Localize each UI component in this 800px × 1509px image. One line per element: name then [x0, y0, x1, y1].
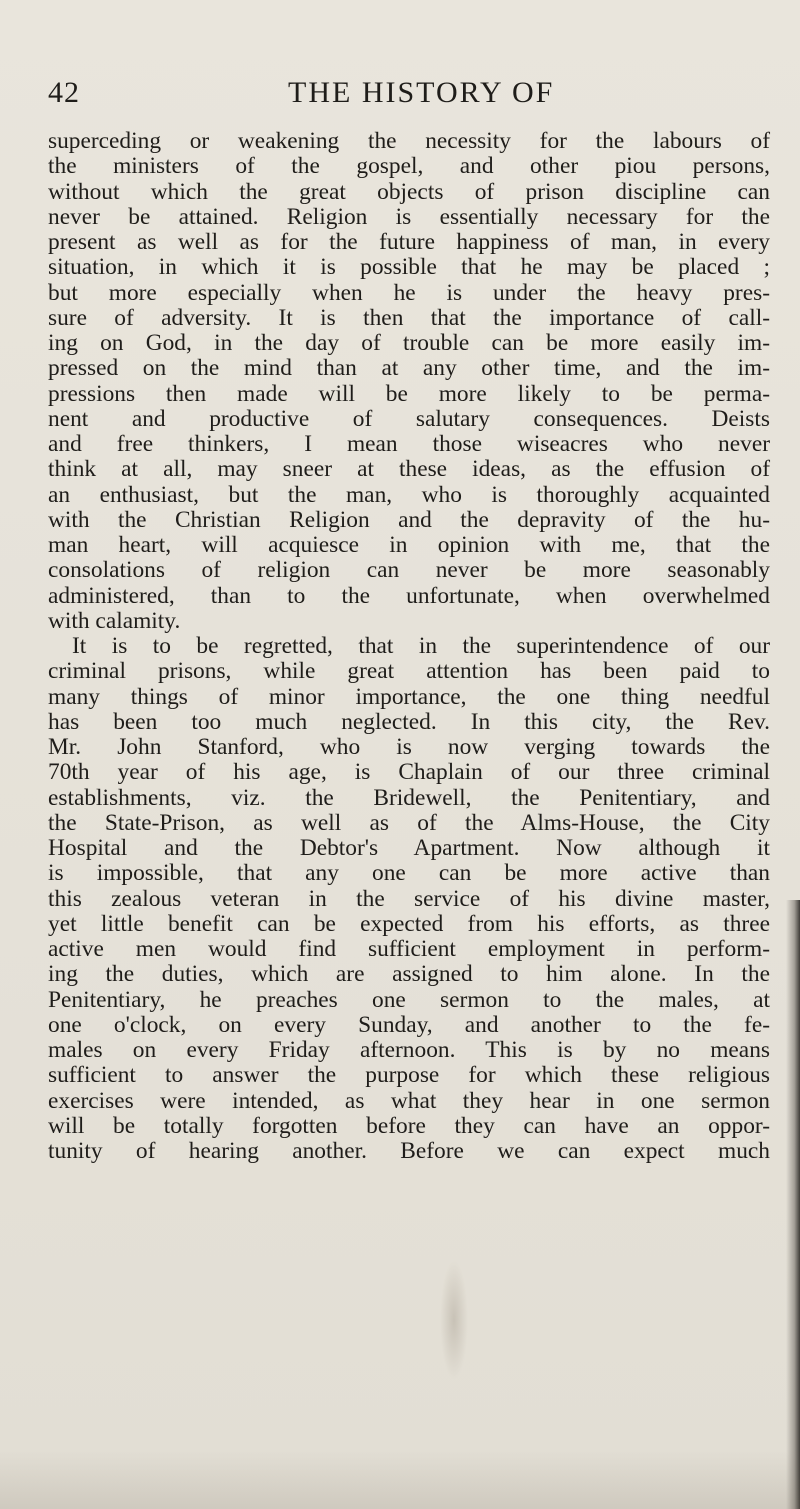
text-line: superceding or weakening the necessity for the labours of [48, 128, 770, 154]
text-line: with the Christian Religion and the depravity of the hu- [48, 506, 770, 533]
text-line: males on every Friday afternoon. This is by no means [48, 1037, 770, 1063]
text-line: pressions then made will be more likely to be perma- [48, 380, 770, 407]
text-line: Mr. John Stanford, who is now verging towards the [48, 734, 770, 760]
text-line: 70th year of his age, is Chaplain of our three criminal [48, 759, 770, 786]
text-line: and free thinkers, I mean those wiseacres who never [48, 431, 770, 457]
text-line: exercises were intended, as what they hear in one sermon [48, 1087, 770, 1114]
text-line: with calamity. [48, 607, 181, 634]
text-line: criminal prisons, while great attention has been paid to [48, 658, 770, 685]
paper-stain [440, 1260, 468, 1380]
text-line: has been too much neglected. In this city, the Rev. [48, 708, 770, 735]
text-line: consolations of religion can never be more seasonably [48, 557, 770, 584]
text-line: yet little benefit can be expected from his efforts, as three [48, 910, 770, 937]
text-line: think at all, may sneer at these ideas, as the effusion of [48, 456, 770, 483]
text-line: Penitentiary, he preaches one sermon to the males, at [48, 986, 770, 1013]
text-line: this zealous veteran in the service of his divine master, [48, 885, 770, 912]
text-line: the State-Prison, as well as of the Alms-House, the City [48, 809, 770, 836]
text-line: many things of minor importance, the one thing needful [48, 683, 770, 710]
text-line: It is to be regretted, that in the superintendence of our [72, 633, 770, 659]
text-line: Hospital and the Debtor's Apartment. Now although it [48, 835, 770, 861]
body-text [48, 129, 770, 1164]
text-line: sure of adversity. It is then that the importance of call- [48, 304, 770, 331]
page-bottom-shade [0, 1449, 800, 1509]
text-line: one o'clock, on every Sunday, and another to the fe- [48, 1011, 770, 1038]
text-line: administered, than to the unfortunate, when overwhelmed [48, 582, 770, 609]
running-head [48, 76, 768, 116]
text-line: man heart, will acquiesce in opinion with me, that the [48, 532, 770, 558]
page-edge-shadow [786, 900, 800, 1509]
running-title: THE HISTORY OF [288, 76, 555, 109]
text-line: establishments, viz. the Bridewell, the Penitentiary, and [48, 784, 770, 811]
text-line: sufficient to answer the purpose for which these religious [48, 1062, 770, 1089]
text-line: is impossible, that any one can be more active than [48, 860, 770, 887]
text-line: but more especially when he is under the heavy pres- [48, 279, 770, 306]
text-line: active men would find sufficient employment in perform- [48, 936, 770, 962]
text-line: ing the duties, which are assigned to him alone. In the [48, 961, 770, 988]
text-line: an enthusiast, but the man, who is thoroughly acquainted [48, 481, 770, 508]
text-line: the ministers of the gospel, and other piou persons, [48, 153, 770, 180]
text-line: will be totally forgotten before they can have an oppor- [48, 1112, 770, 1139]
text-line: ing on God, in the day of trouble can be more easily im- [48, 330, 770, 356]
text-line: pressed on the mind than at any other time, and the im- [48, 355, 770, 382]
text-line: present as well as for the future happiness of man, in every [48, 229, 770, 255]
page-number: 42 [48, 76, 80, 109]
text-line: situation, in which it is possible that he may be placed ; [48, 254, 770, 281]
text-line: never be attained. Religion is essentially necessary for the [48, 203, 770, 230]
text-line: tunity of hearing another. Before we can expect much [48, 1138, 770, 1164]
text-line: without which the great objects of prison discipline can [48, 178, 770, 205]
text-line: nent and productive of salutary consequences. Deists [48, 405, 770, 432]
